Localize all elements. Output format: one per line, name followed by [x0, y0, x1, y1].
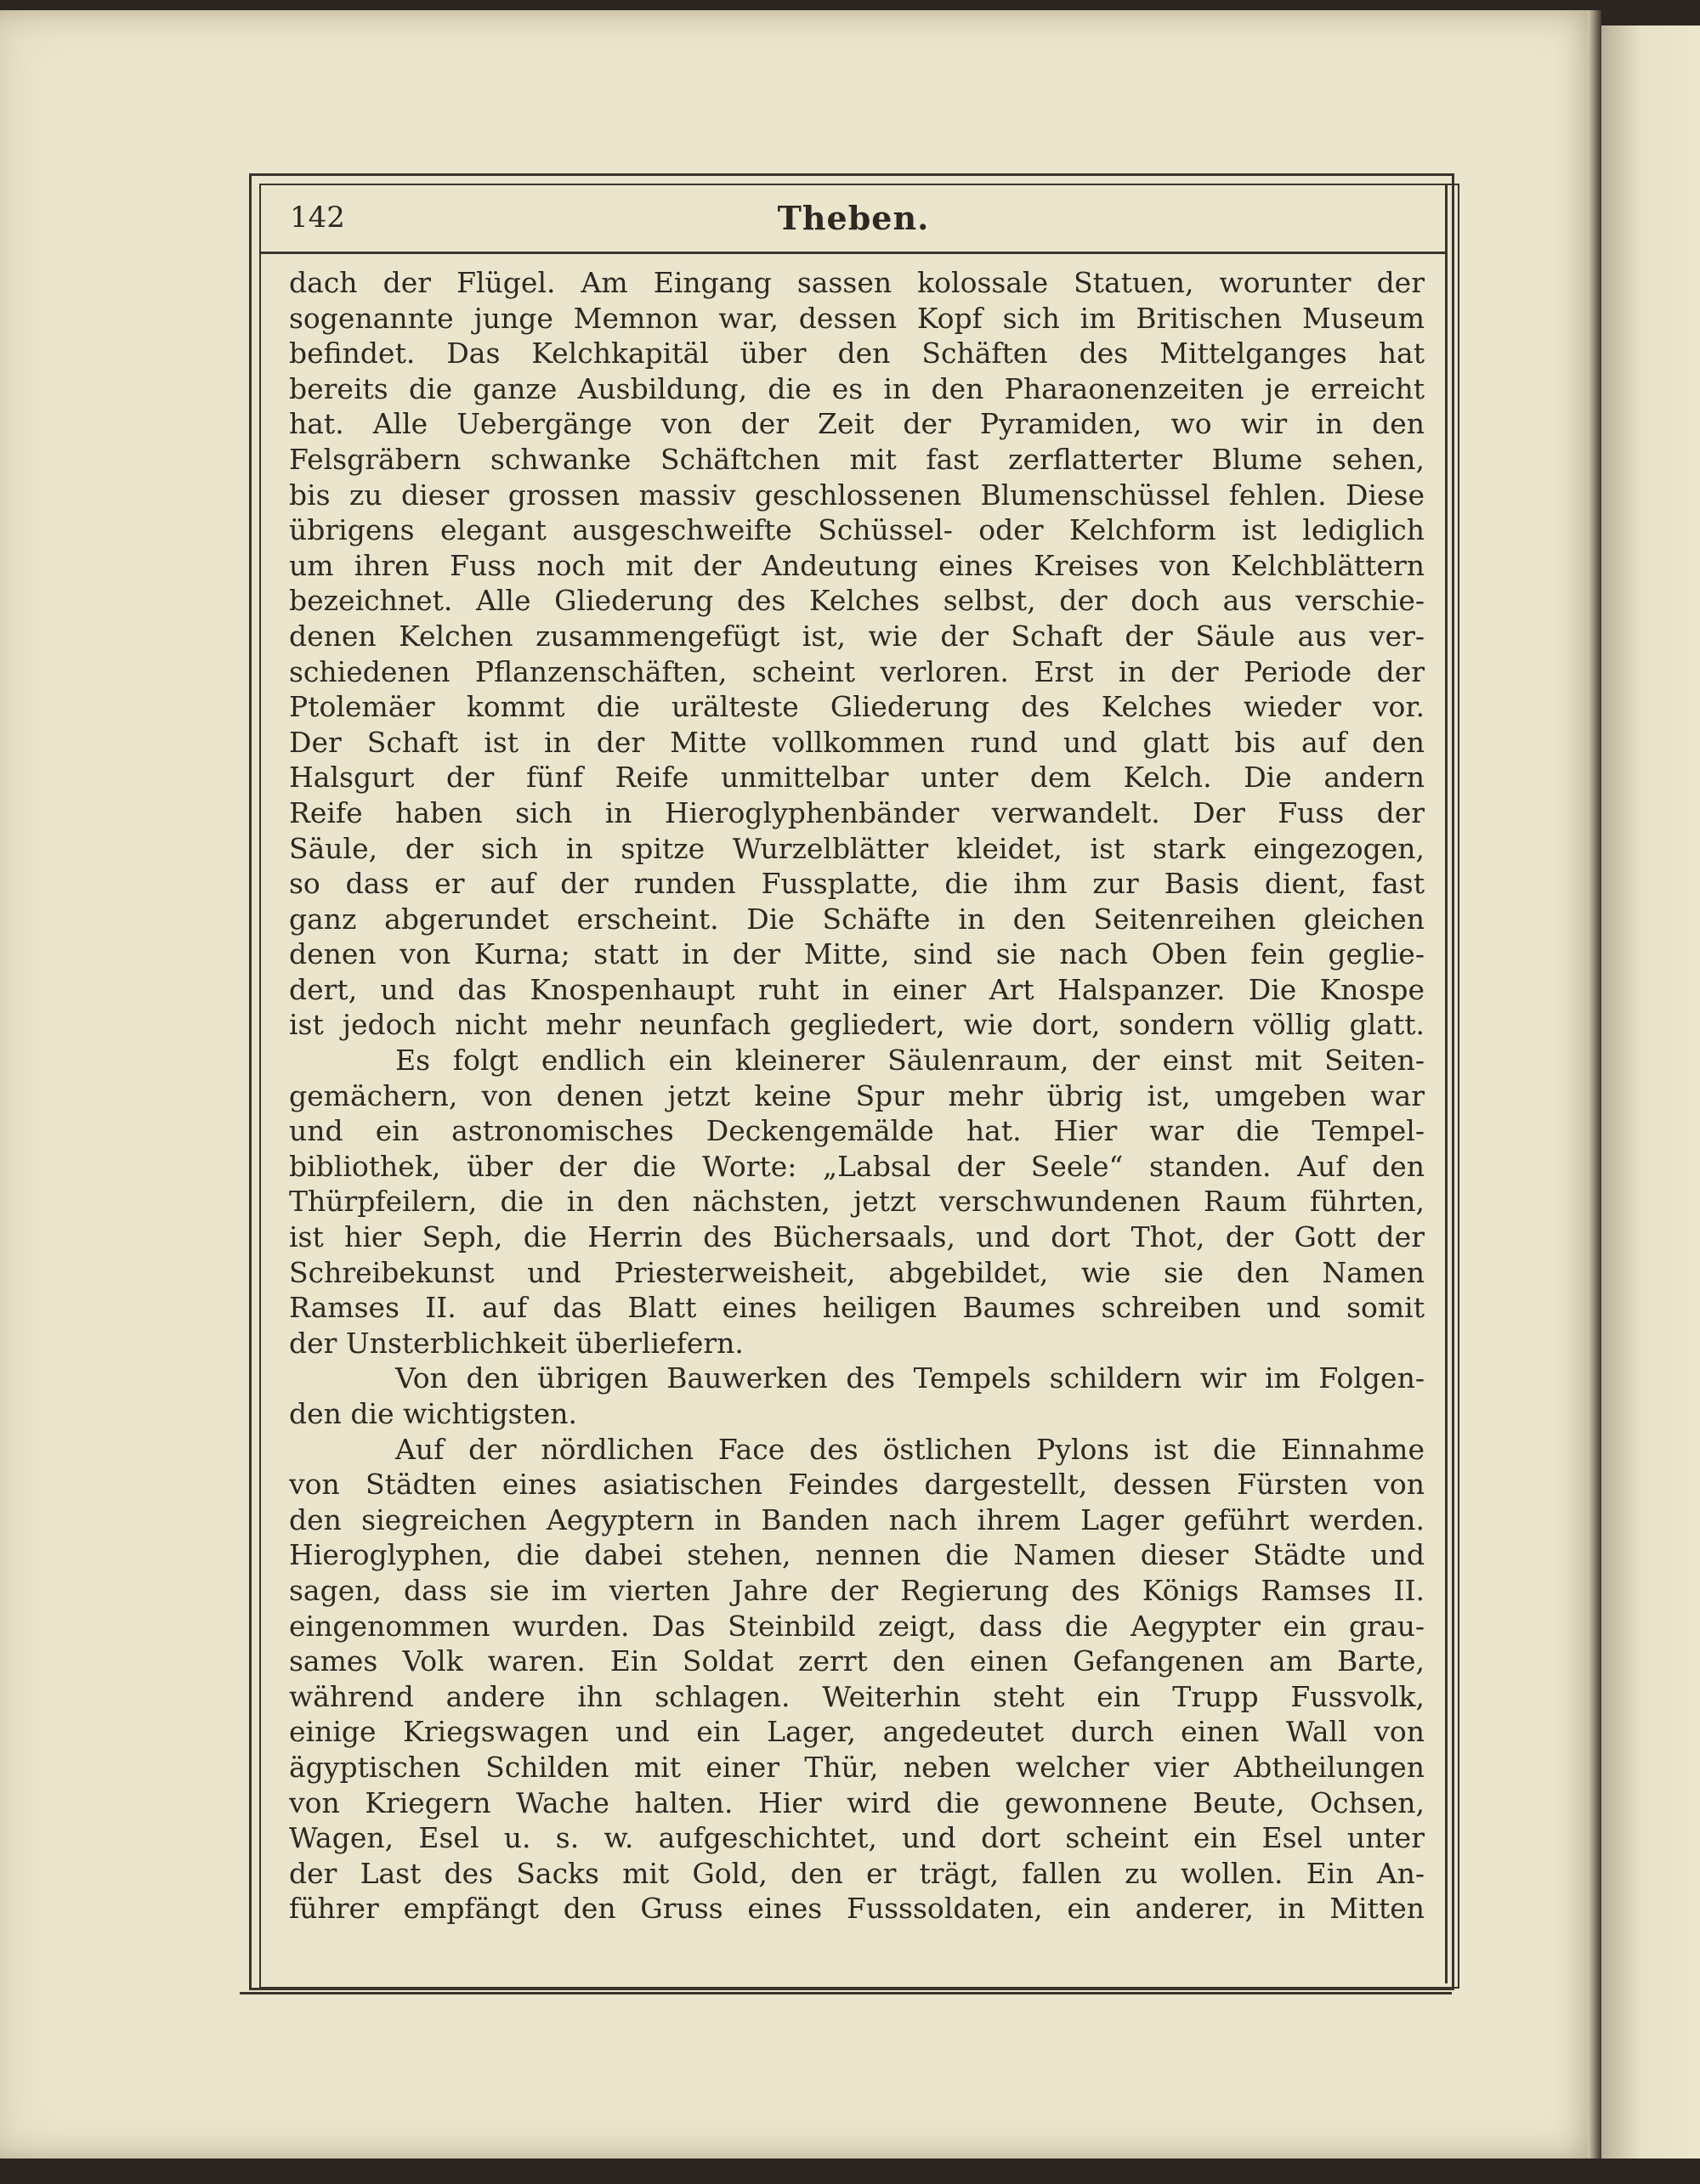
text-line: um ihren Fuss noch mit der Andeutung eines Kreises von Kelchblättern [289, 548, 1425, 582]
text-line: bis zu dieser grossen massiv geschlossenen Blumenschüssel fehlen. Diese [289, 478, 1425, 512]
text-line: Hieroglyphen, die dabei stehen, nennen die Namen dieser Städte und [289, 1538, 1425, 1572]
text-line: ganz abgerundet erscheint. Die Schäfte in den Seitenreihen gleichen [289, 902, 1425, 936]
text-line: denen Kelchen zusammengefügt ist, wie der Schaft der Säule aus ver- [289, 619, 1425, 653]
text-line: den siegreichen Aegyptern in Banden nach ihrem Lager geführt werden. [289, 1502, 1425, 1536]
text-line: Halsgurt der fünf Reife unmittelbar unter dem Kelch. Die andern [289, 761, 1425, 795]
text-line: so dass er auf der runden Fussplatte, die ihm zur Basis dient, fast [289, 867, 1425, 901]
page-number: 142 [290, 201, 345, 235]
text-line: bibliothek, über der die Worte: „Labsal der Seele“ standen. Auf den [289, 1149, 1425, 1183]
text-line: sagen, dass sie im vierten Jahre der Regierung des Königs Ramses II. [289, 1573, 1425, 1607]
text-line: von Kriegern Wache halten. Hier wird die gewonnene Beute, Ochsen, [289, 1785, 1425, 1819]
text-line: Es folgt endlich ein kleinerer Säulenraum, der einst mit Seiten- [395, 1044, 1425, 1078]
background-edge [0, 2159, 1700, 2184]
header-rule [261, 252, 1448, 254]
text-line: übrigens elegant ausgeschweifte Schüssel- oder Kelchform ist lediglich [289, 513, 1425, 547]
text-line: führer empfängt den Gruss eines Fusssoldaten, ein anderer, in Mitten [289, 1892, 1425, 1926]
text-line: Der Schaft ist in der Mitte vollkommen rund und glatt bis auf den [289, 725, 1425, 759]
text-line: während andere ihn schlagen. Weiterhin steht ein Trupp Fussvolk, [289, 1679, 1425, 1713]
body-text [289, 265, 1425, 1927]
text-line: dach der Flügel. Am Eingang sassen kolossale Statuen, worunter der [289, 266, 1425, 299]
text-line: dert, und das Knospenhaupt ruht in einer Art Halspanzer. Die Knospe [289, 972, 1425, 1006]
text-line: einige Kriegswagen und ein Lager, angedeutet durch einen Wall von [289, 1715, 1425, 1749]
text-line: eingenommen wurden. Das Steinbild zeigt, dass die Aegypter ein grau- [289, 1609, 1425, 1643]
page-header [261, 185, 1446, 252]
text-line: Von den übrigen Bauwerken des Tempels schildern wir im Folgen- [395, 1361, 1425, 1395]
text-line: von Städten eines asiatischen Feindes dargestellt, dessen Fürsten von [289, 1468, 1425, 1502]
text-line: Ptolemäer kommt die urälteste Gliederung des Kelches wieder vor. [289, 690, 1425, 724]
page-frame-right-rule [1445, 184, 1448, 1983]
text-line: Thürpfeilern, die in den nächsten, jetzt verschwundenen Raum führten, [289, 1185, 1425, 1219]
text-line: Wagen, Esel u. s. w. aufgeschichtet, und dort scheint ein Esel unter [289, 1821, 1425, 1855]
text-line: ägyptischen Schilden mit einer Thür, neben welcher vier Abtheilungen [289, 1750, 1425, 1784]
text-line: Felsgräbern schwanke Schäftchen mit fast zerflatterter Blume sehen, [289, 442, 1425, 476]
text-line: den die wichtigsten. [289, 1397, 578, 1430]
running-head: Theben. [777, 199, 930, 237]
text-line: Reife haben sich in Hieroglyphenbänder verwandelt. Der Fuss der [289, 795, 1425, 829]
facing-page-edge [1601, 25, 1700, 2159]
text-line: gemächern, von denen jetzt keine Spur mehr übrig ist, umgeben war [289, 1078, 1425, 1112]
text-line: ist jedoch nicht mehr neunfach gegliedert, wie dort, sondern völlig glatt. [289, 1008, 1425, 1042]
page-frame-bottom-rule [240, 1992, 1452, 1994]
text-line: sames Volk waren. Ein Soldat zerrt den einen Gefangenen am Barte, [289, 1644, 1425, 1678]
text-line: der Last des Sacks mit Gold, den er trägt, fallen zu wollen. Ein An- [289, 1856, 1425, 1890]
text-line: schiedenen Pflanzenschäften, scheint verloren. Erst in der Periode der [289, 654, 1425, 688]
text-line: der Unsterblichkeit überliefern. [289, 1326, 744, 1360]
text-line: und ein astronomisches Deckengemälde hat. Hier war die Tempel- [289, 1114, 1425, 1148]
text-line: Säule, der sich in spitze Wurzelblätter kleidet, ist stark eingezogen, [289, 831, 1425, 865]
text-line: befindet. Das Kelchkapitäl über den Schäften des Mittelganges hat [289, 337, 1425, 371]
text-line: Schreibekunst und Priesterweisheit, abgebildet, wie sie den Namen [289, 1255, 1425, 1289]
text-line: sogenannte junge Memnon war, dessen Kopf sich im Britischen Museum [289, 301, 1425, 335]
text-line: Auf der nördlichen Face des östlichen Pylons ist die Einnahme [395, 1432, 1425, 1466]
text-line: ist hier Seph, die Herrin des Büchersaals, und dort Thot, der Gott der [289, 1220, 1425, 1254]
text-line: denen von Kurna; statt in der Mitte, sind sie nach Oben fein geglie- [289, 937, 1425, 971]
page-gutter [1588, 10, 1601, 2159]
text-line: hat. Alle Uebergänge von der Zeit der Pyramiden, wo wir in den [289, 407, 1425, 441]
text-line: bezeichnet. Alle Gliederung des Kelches selbst, der doch aus verschie- [289, 584, 1425, 618]
text-line: bereits die ganze Ausbildung, die es in den Pharaonenzeiten je erreicht [289, 371, 1425, 405]
text-line: Ramses II. auf das Blatt eines heiligen Baumes schreiben und somit [289, 1291, 1425, 1325]
